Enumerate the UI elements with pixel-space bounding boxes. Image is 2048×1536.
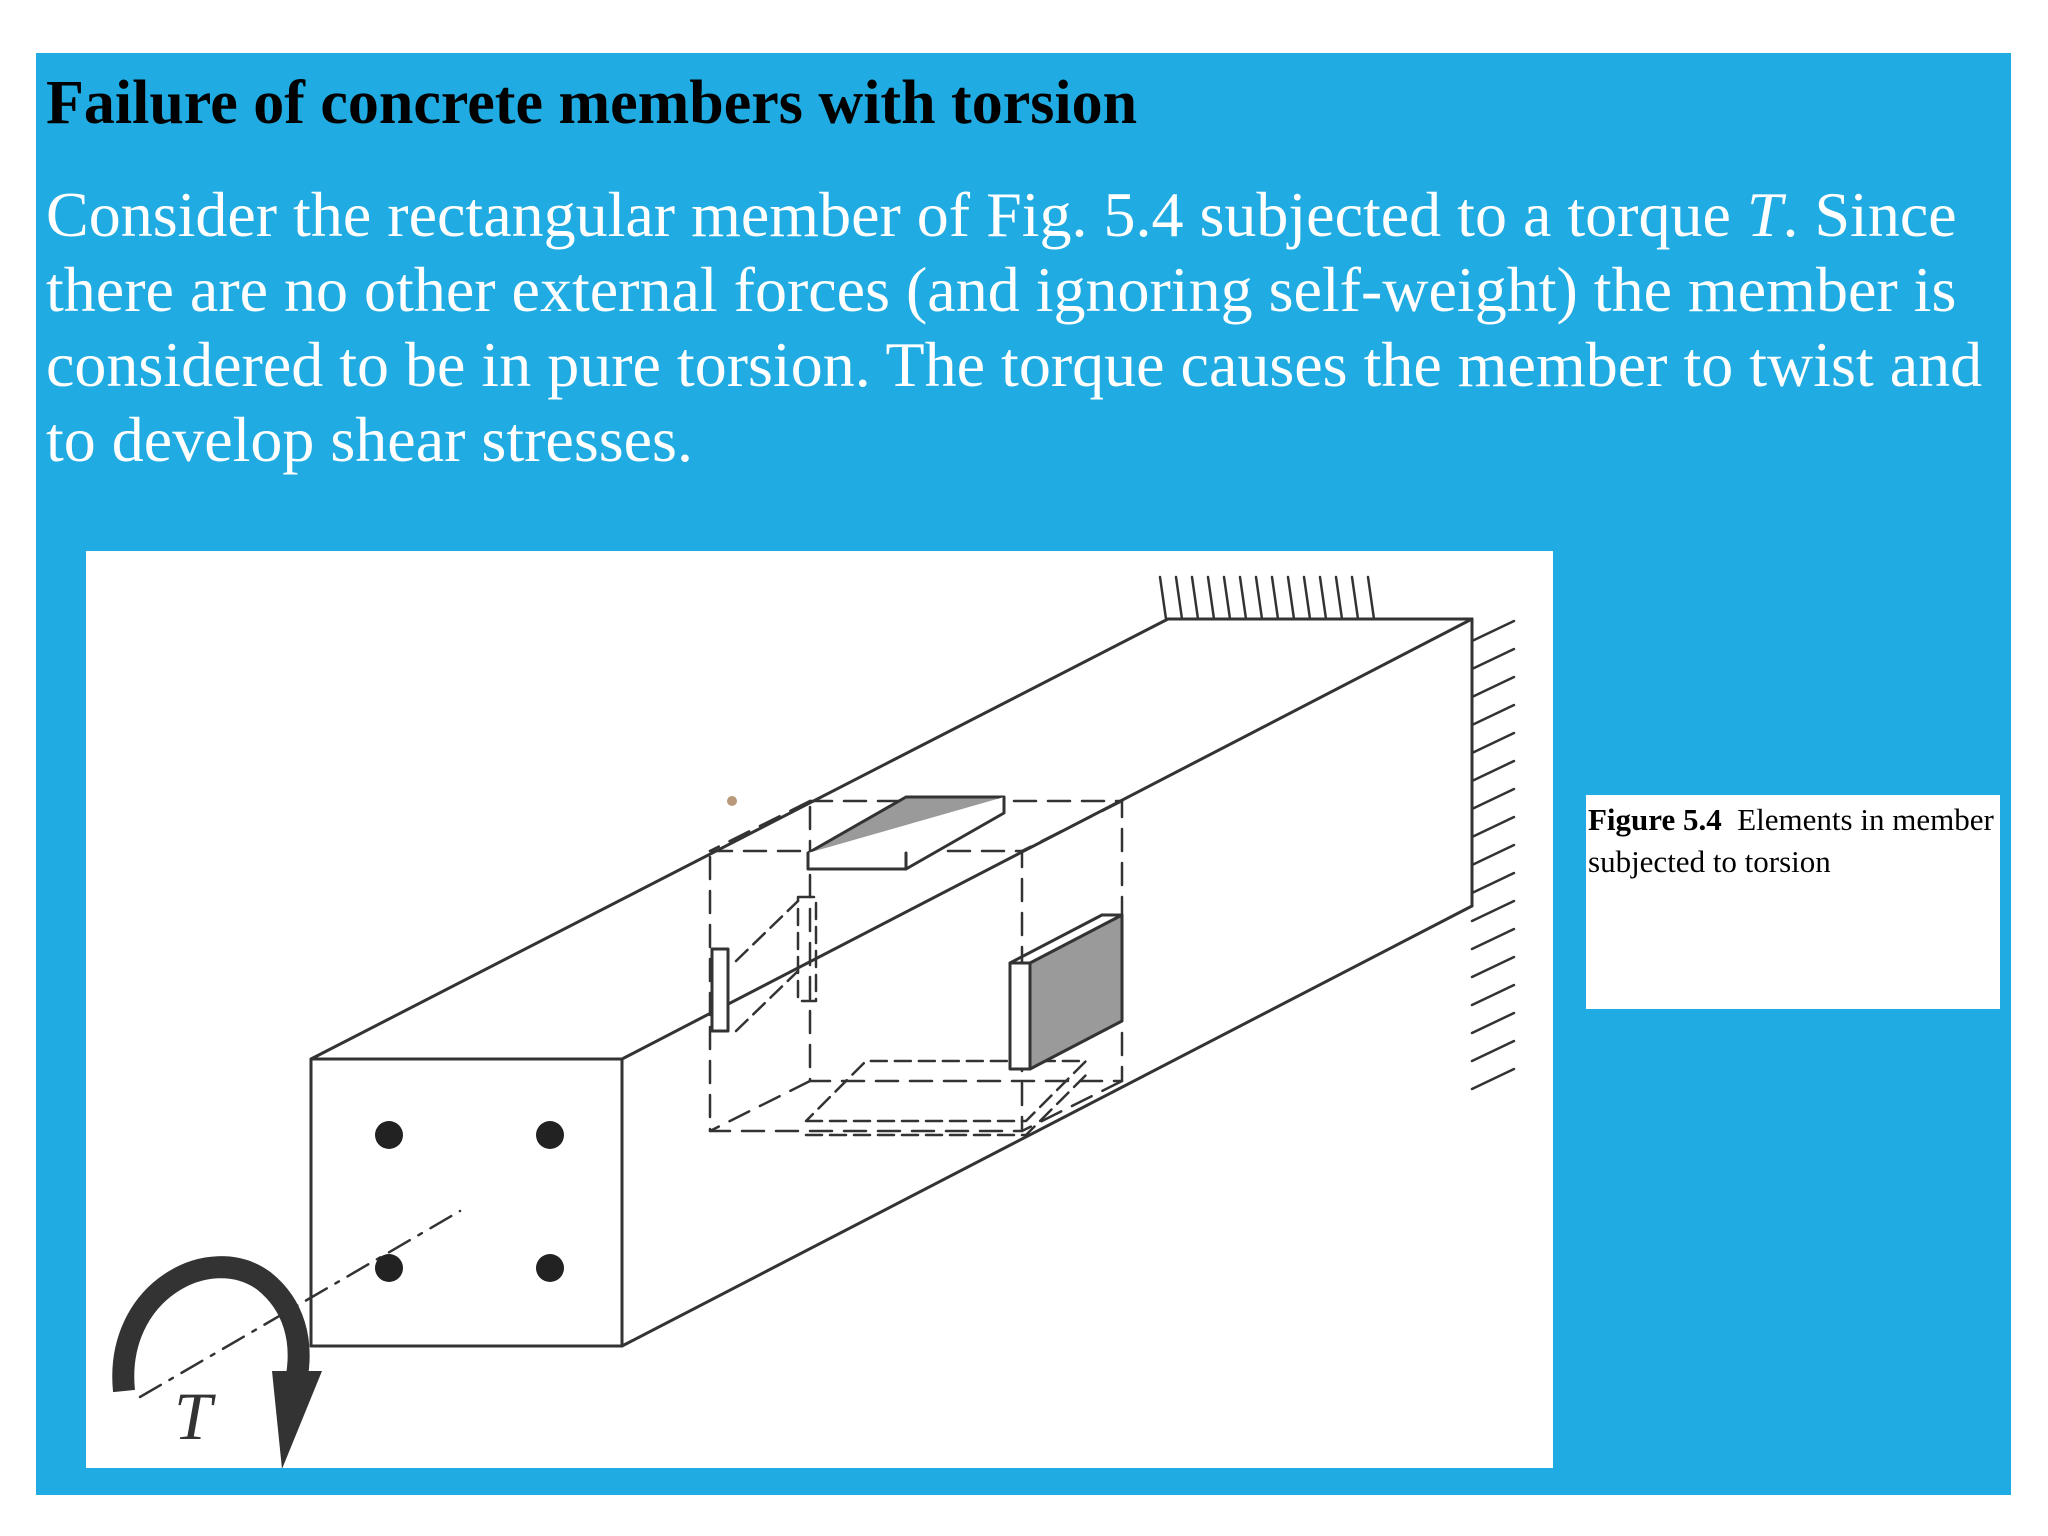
rectangular-member	[311, 619, 1472, 1346]
figure-caption-text: Elements in member subjected to torsion	[1588, 802, 1994, 879]
figure-5-4-panel	[86, 551, 1553, 1468]
fixed-support-top-hatching	[1160, 577, 1472, 619]
figure-caption-label: Figure 5.4	[1588, 802, 1722, 837]
figure-caption	[1586, 795, 2000, 1009]
top-surface-element	[808, 797, 1004, 869]
body-text-part-1: Consider the rectangular member of Fig. 5.4 subjected to a torque	[46, 179, 1747, 250]
slide-background	[36, 53, 2011, 1495]
slide-title: Failure of concrete members with torsion	[46, 69, 1138, 137]
torque-label: T	[174, 1378, 212, 1454]
torque-arrow-icon	[123, 1267, 322, 1468]
slide-body-text	[46, 177, 1996, 477]
stray-mark	[727, 796, 737, 806]
body-torque-symbol: T	[1746, 179, 1783, 250]
fixed-support-side-hatching	[1472, 621, 1514, 1089]
side-face-element	[1010, 915, 1122, 1069]
torsion-member-drawing	[86, 551, 1553, 1468]
body-text-part-2: . Since there are no other external forces (and ignoring self-weight) the member is considered to be in pure torsion. The torque causes the member to twist and to develop shear stresses.	[46, 179, 1983, 475]
left-side-element	[712, 949, 728, 1031]
